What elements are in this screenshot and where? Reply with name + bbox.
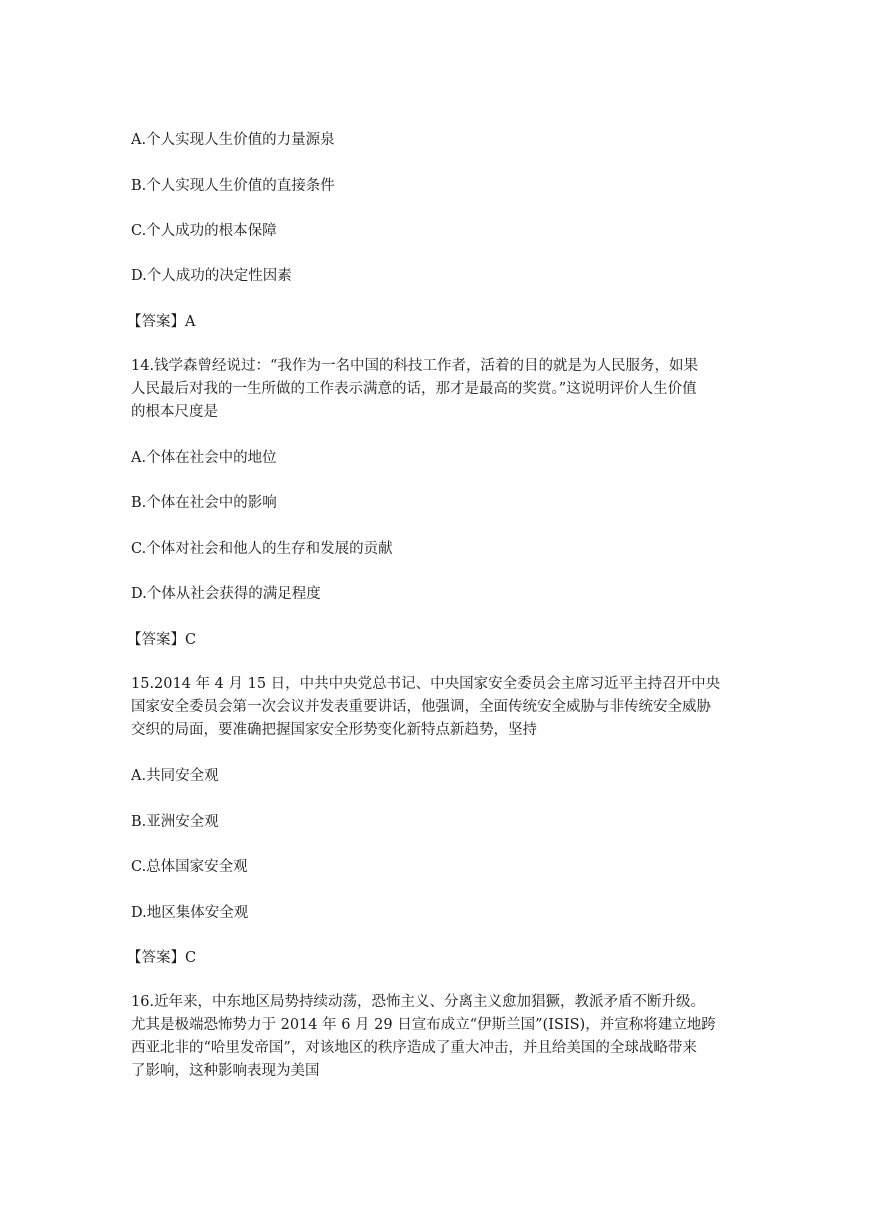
q14-stem-line: 14.钱学森曾经说过：“我作为一名中国的科技工作者，活着的目的就是为人民服务，如果 (131, 358, 698, 374)
q13-option-c: C.个人成功的根本保障 (131, 223, 277, 239)
q14-stem (131, 355, 743, 424)
q15-stem-line: 交织的局面，要准确把握国家安全形势变化新特点新趋势，坚持 (131, 722, 537, 738)
q15-stem-line: 国家安全委员会第一次会议并发表重要讲话，他强调，全面传统安全威胁与非传统安全威胁 (131, 699, 711, 715)
q15-option-d: D.地区集体安全观 (131, 905, 249, 921)
q16-stem (131, 991, 743, 1083)
q16-stem-line: 尤其是极端恐怖势力于 2014 年 6 月 29 日宣布成立“伊斯兰国”(ISIS)，并宣称将建立地跨 (131, 1017, 716, 1033)
q14-option-d: D.个体从社会获得的满足程度 (131, 586, 321, 602)
q13-option-a: A.个人实现人生价值的力量源泉 (131, 132, 335, 148)
q14-option-b: B.个体在社会中的影响 (131, 495, 277, 511)
q14-answer: 【答案】C (127, 632, 197, 648)
q13-option-b: B.个人实现人生价值的直接条件 (131, 178, 335, 194)
q14-option-c: C.个体对社会和他人的生存和发展的贡献 (131, 541, 393, 557)
q15-stem-line: 15.2014 年 4 月 15 日，中共中央党总书记、中央国家安全委员会主席习近平主持召开中央 (131, 676, 721, 692)
q16-stem-line: 了影响，这种影响表现为美国 (131, 1063, 320, 1079)
q13-answer: 【答案】A (127, 314, 196, 330)
q15-stem (131, 673, 743, 742)
q15-option-a: A.共同安全观 (131, 768, 219, 784)
q16-stem-line: 16.近年来，中东地区局势持续动荡，恐怖主义、分离主义愈加猖獗，教派矛盾不断升级。 (131, 994, 706, 1010)
q13-option-d: D.个人成功的决定性因素 (131, 268, 292, 284)
q16-stem-line: 西亚北非的“哈里发帝国”，对该地区的秩序造成了重大冲击，并且给美国的全球战略带来 (131, 1040, 697, 1056)
q14-stem-line: 人民最后对我的一生所做的工作表示满意的话，那才是最高的奖赏。”这说明评价人生价值 (131, 381, 697, 397)
q15-option-b: B.亚洲安全观 (131, 814, 219, 830)
q14-stem-line: 的根本尺度是 (131, 404, 218, 420)
q14-option-a: A.个体在社会中的地位 (131, 450, 277, 466)
q15-answer: 【答案】C (127, 950, 197, 966)
q15-option-c: C.总体国家安全观 (131, 859, 248, 875)
